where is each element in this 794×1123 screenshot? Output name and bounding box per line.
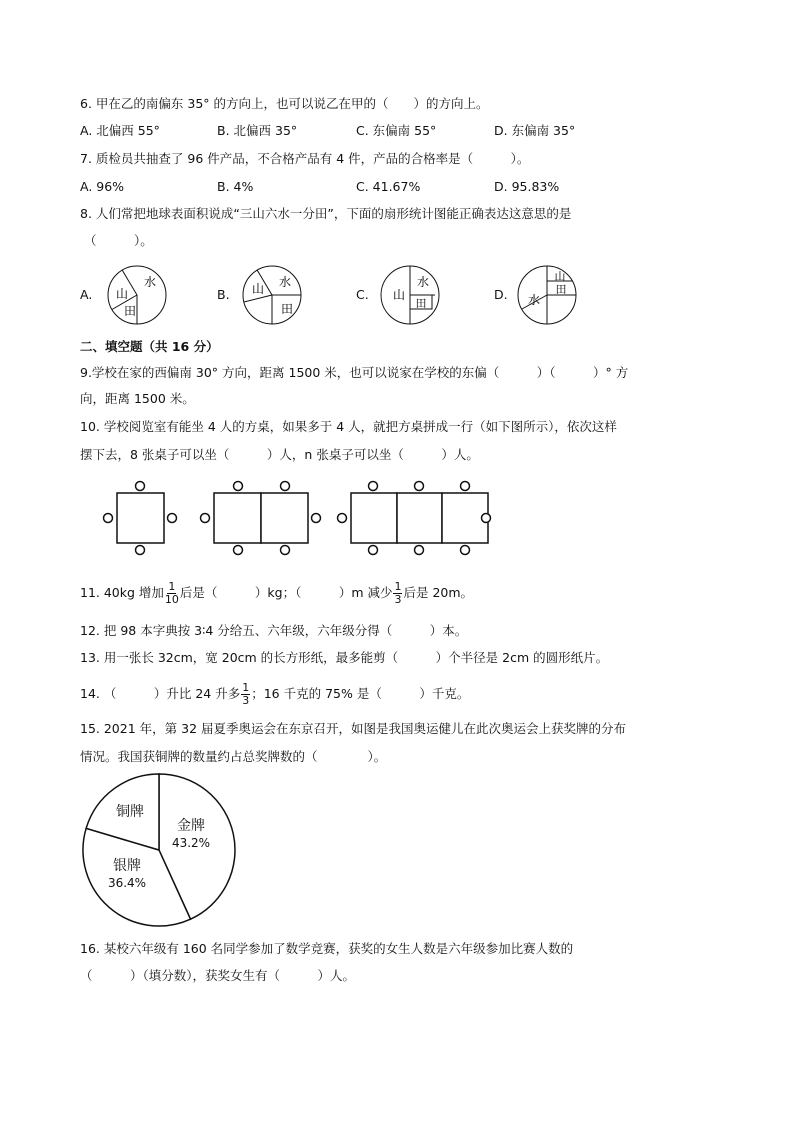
q11-part1: 11. 40kg 增加: [80, 585, 164, 600]
q11-part2: 后是（ ）kg；（ ）m 减少: [179, 585, 393, 600]
q8-option-a: A.: [80, 287, 93, 302]
q8-option-c: C.: [356, 287, 369, 302]
q11: [80, 578, 473, 608]
q6-option-b: B. 北偏西 35°: [217, 123, 298, 138]
q8-option-d: D.: [494, 287, 508, 302]
q15-medal-pie-chart: [78, 772, 240, 928]
q6-option-c: C. 东偏南 55°: [356, 123, 437, 138]
pie-label-gold: [168, 818, 214, 851]
q7-option-a: A. 96%: [80, 179, 125, 194]
q11-frac2-denominator: 3: [394, 593, 402, 606]
q15-line2: 情况。我国获铜牌的数量约占总奖牌数的（ ）。: [80, 749, 387, 764]
section2-title: 二、填空题（共 16 分）: [80, 339, 219, 354]
q8-pie-a: [106, 264, 168, 326]
q6-option-a: A. 北偏西 55°: [80, 123, 160, 138]
pie-label-bronze: 铜牌: [116, 804, 144, 820]
q8-pie-b: [241, 264, 303, 326]
pie-label-silver-name: 银牌: [113, 858, 141, 874]
q8-pie-b-shui-label: 水: [278, 275, 292, 289]
q14-part1: 14. （ ）升比 24 升多: [80, 686, 241, 701]
q11-part3: 后是 20m。: [403, 585, 474, 600]
q8-blank: （ ）。: [84, 233, 153, 248]
q13: 13. 用一张长 32cm，宽 20cm 的长方形纸，最多能剪（ ）个半径是 2cm 的圆形纸片。: [80, 650, 609, 665]
q7-option-c: C. 41.67%: [356, 179, 421, 194]
q14-part2: ；16 千克的 75% 是（ ）千克。: [251, 686, 470, 701]
q16-line2: （ ）（填分数），获奖女生有（ ）人。: [80, 968, 356, 983]
q11-frac1-numerator: 1: [168, 580, 176, 593]
pie-label-gold-name: 金牌: [177, 818, 205, 834]
q14-frac-denominator: 3: [242, 694, 250, 707]
q8-pie-c-tian-label: 田: [415, 297, 427, 310]
q9-line2: 向，距离 1500 米。: [80, 391, 195, 406]
q14: [80, 679, 469, 709]
q8-pie-a-shui-label: 水: [143, 275, 157, 289]
q12: 12. 把 98 本字典按 3∶4 分给五、六年级，六年级分得（ ）本。: [80, 623, 468, 638]
q8-pie-b-tian-label: 田: [280, 302, 294, 316]
q16-line1: 16. 某校六年级有 160 名同学参加了数学竞赛，获奖的女生人数是六年级参加比赛人数的: [80, 941, 574, 956]
q8-stem: 8. 人们常把地球表面积说成“三山六水一分田”，下面的扇形统计图能正确表达这意思的是: [80, 206, 572, 221]
q11-frac2-numerator: 1: [394, 580, 402, 593]
q8-pie-d-tian-label: 田: [555, 283, 567, 296]
q10-tables-figure: [100, 476, 500, 560]
pie-label-gold-value: 43.2%: [171, 836, 211, 850]
pie-label-silver-value: 36.4%: [107, 876, 147, 890]
q8-pie-a-tian-label: 田: [123, 304, 137, 318]
q14-frac-numerator: 1: [242, 681, 250, 694]
q8-pie-d: [516, 264, 578, 326]
q11-fraction-2: [393, 581, 402, 606]
pie-label-silver: [104, 858, 150, 891]
q7-option-b: B. 4%: [217, 179, 254, 194]
q6-stem: 6. 甲在乙的南偏东 35° 的方向上，也可以说乙在甲的（ ）的方向上。: [80, 96, 489, 111]
q7-stem: 7. 质检员共抽查了 96 件产品，不合格产品有 4 件，产品的合格率是（ ）。: [80, 151, 530, 166]
q6-option-d: D. 东偏南 35°: [494, 123, 576, 138]
q8-pie-d-shui-label: 水: [527, 293, 541, 307]
q8-option-b: B.: [217, 287, 230, 302]
q10-line1: 10. 学校阅览室有能坐 4 人的方桌，如果多于 4 人，就把方桌拼成一行（如下图所示），依次这样: [80, 419, 617, 434]
q11-fraction-1: [165, 581, 179, 606]
q8-pie-d-shan-label: 山: [554, 270, 566, 283]
q8-pie-c-shan-label: 山: [392, 288, 406, 302]
q8-pie-b-shan-label: 山: [251, 282, 265, 296]
q15-line1: 15. 2021 年，第 32 届夏季奥运会在东京召开，如图是我国奥运健儿在此次奥运会上获奖牌的分布: [80, 721, 626, 736]
q8-pie-c-shui-label: 水: [416, 275, 430, 289]
q7-option-d: D. 95.83%: [494, 179, 560, 194]
q8-pie-a-shan-label: 山: [115, 287, 129, 301]
q11-frac1-denominator: 10: [164, 593, 179, 606]
q10-line2: 摆下去，8 张桌子可以坐（ ）人，n 张桌子可以坐（ ）人。: [80, 447, 479, 462]
q14-fraction: [241, 682, 250, 707]
q8-pie-c: [379, 264, 441, 326]
q9-line1: 9.学校在家的西偏南 30° 方向，距离 1500 米，也可以说家在学校的东偏（ ）（ ）° 方: [80, 365, 629, 380]
